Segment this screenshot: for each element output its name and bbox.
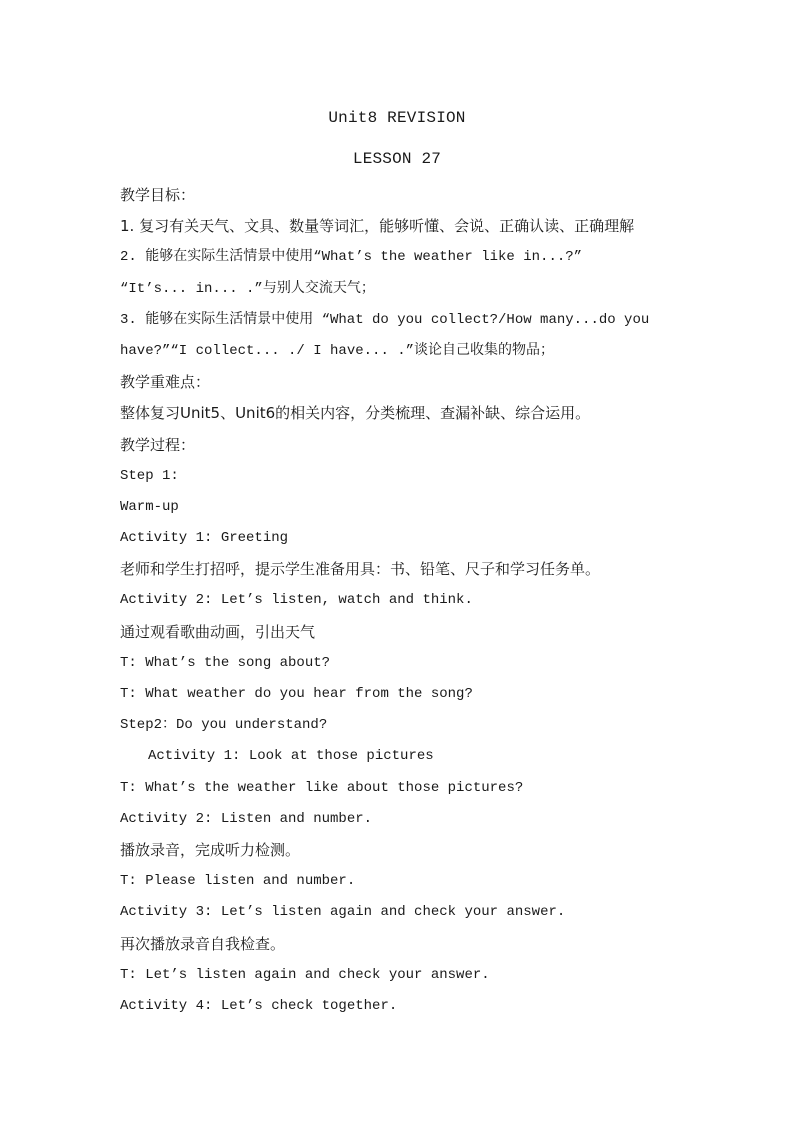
question-song-about: T: What’s the song about? bbox=[120, 654, 331, 671]
objective-2: 2. 能够在实际生活情景中使用“What’s the weather like in...?” bbox=[120, 249, 583, 266]
activity-look-pictures: Activity 1: Look at those pictures bbox=[148, 748, 434, 765]
key-points-text: 整体复习Unit5、Unit6的相关内容，分类梳理、查漏补缺、综合运用。 bbox=[120, 404, 591, 423]
objective-1: 1. 复习有关天气、文具、数量等词汇，能够听懂、会说、正确认读、正确理解 bbox=[120, 217, 635, 236]
activity-listen-number: Activity 2: Listen and number. bbox=[120, 810, 373, 827]
objective-3-cont: have?”“I collect... ./ I have... .”谈论自己收集的物品； bbox=[120, 342, 555, 359]
heading-key-points: 教学重难点： bbox=[120, 373, 211, 392]
instruction-listen-again: T: Let’s listen again and check your answer. bbox=[120, 966, 490, 983]
question-weather-song: T: What weather do you hear from the song? bbox=[120, 686, 473, 702]
lesson-number: LESSON 27 bbox=[352, 150, 442, 168]
step-2: Step2：Do you understand? bbox=[120, 717, 328, 734]
activity-check-together: Activity 4: Let’s check together. bbox=[120, 997, 398, 1014]
warm-up: Warm-up bbox=[120, 498, 179, 515]
self-check-note: 再次播放录音自我检查。 bbox=[120, 934, 286, 953]
activity-greeting: Activity 1: Greeting bbox=[120, 530, 289, 547]
heading-procedure: 教学过程： bbox=[120, 435, 196, 454]
question-weather-pictures: T: What’s the weather like about those pictures? bbox=[120, 779, 524, 796]
step-1: Step 1: bbox=[120, 467, 179, 484]
document-title: Unit8 REVISION bbox=[328, 109, 466, 127]
heading-objectives: 教学目标： bbox=[120, 186, 196, 204]
activity-listen-watch: Activity 2: Let’s listen, watch and think. bbox=[120, 592, 473, 609]
objective-3: 3. 能够在实际生活情景中使用 “What do you collect?/How many...do you bbox=[120, 311, 650, 328]
instruction-listen-number: T: Please listen and number. bbox=[120, 873, 356, 890]
greeting-note: 老师和学生打招呼，提示学生准备用具：书、铅笔、尺子和学习任务单。 bbox=[120, 560, 601, 579]
objective-2-cont: “It’s... in... .”与别人交流天气； bbox=[120, 280, 375, 297]
listening-note: 播放录音，完成听力检测。 bbox=[120, 840, 301, 859]
song-note: 通过观看歌曲动画，引出天气 bbox=[120, 622, 316, 641]
lesson-body bbox=[120, 184, 690, 1026]
activity-listen-again: Activity 3: Let’s listen again and check your answer. bbox=[120, 904, 566, 921]
